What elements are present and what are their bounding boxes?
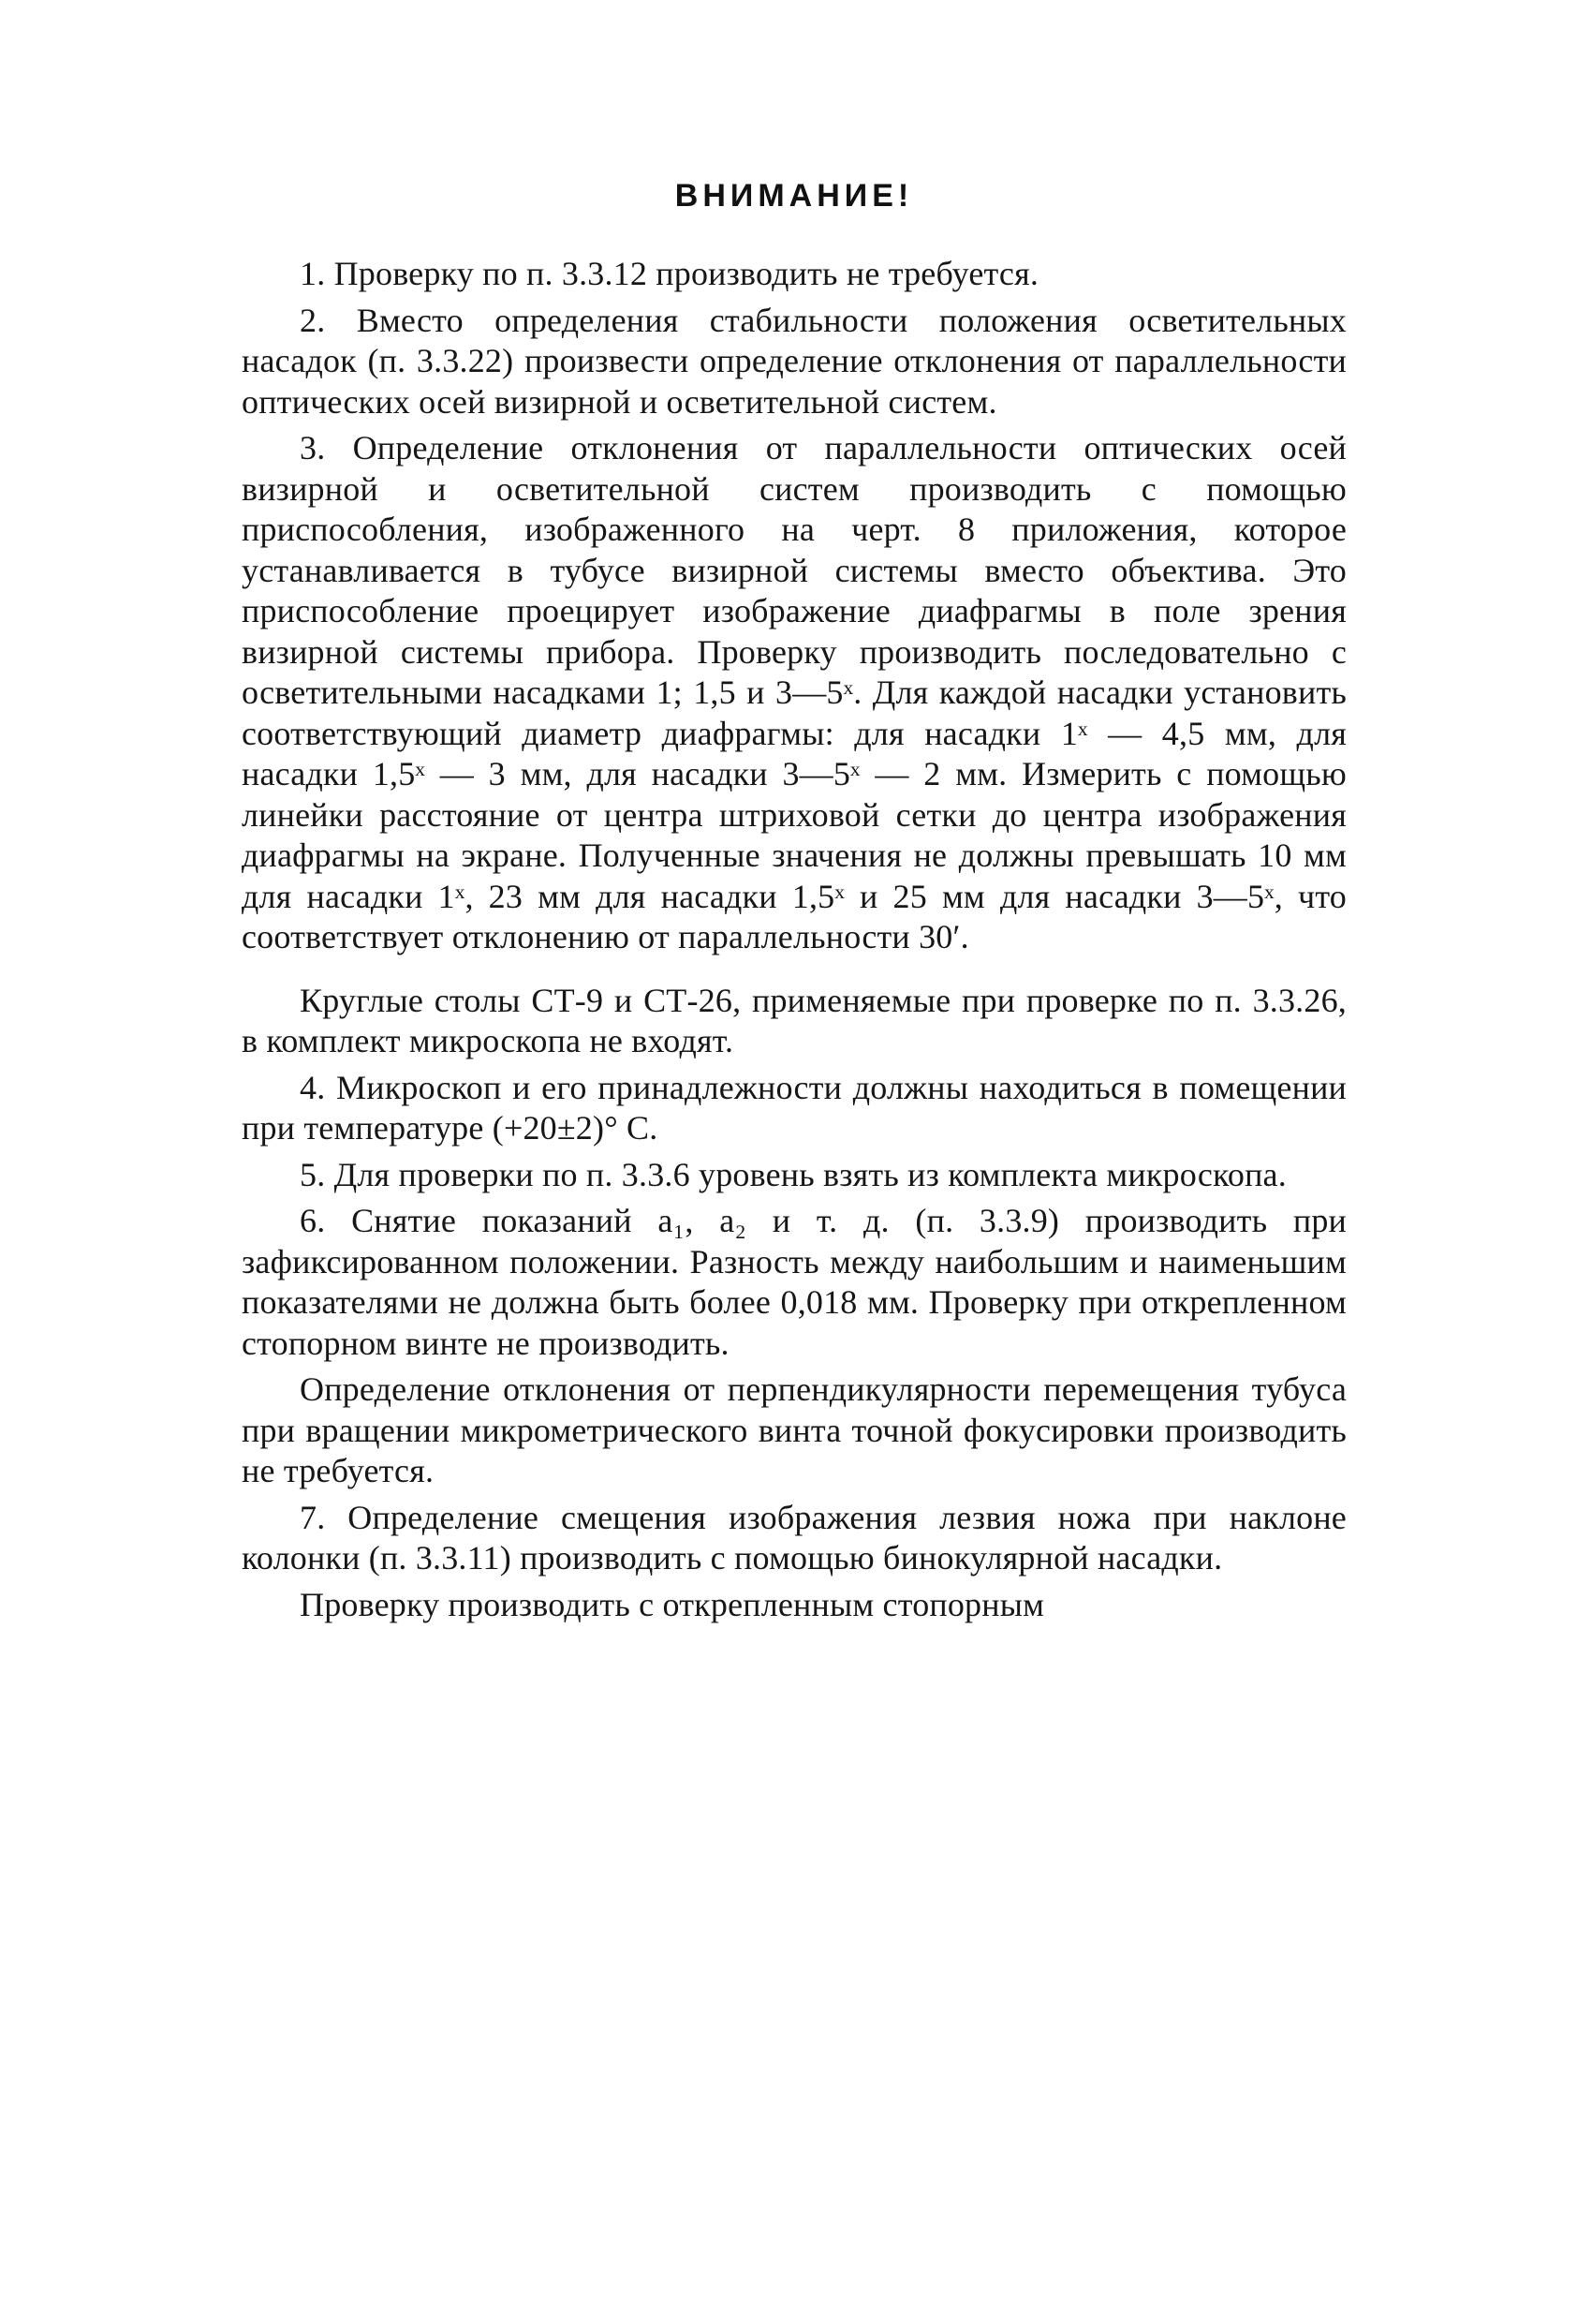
paragraph-3: 3. Определение отклонения от параллельности оптических осей визирной и осветительной систем производить с помощью приспособления, изображенного на черт. 8 приложения, которое устанавливается в тубусе визирной системы вместо объектива. Это приспособление проецирует изображение диафрагмы в поле зрения визирной системы прибора. Проверку производить последовательно с осветительными насадками 1; 1,5 и 3—5ˣ. Для каждой насадки установить соответствующий диаметр диафрагмы: для насадки 1ˣ — 4,5 мм, для насадки 1,5ˣ — 3 мм, для насадки 3—5ˣ — 2 мм. Измерить с помощью линейки расстояние от центра штриховой сетки до центра изображения диафрагмы на экране. Полученные значения не должны превышать 10 мм для насадки 1ˣ, 23 мм для насадки 1,5ˣ и 25 мм для насадки 3—5ˣ, что соответствует отклонению от параллельности 30′. (242, 429, 1347, 955)
paragraph-perpendicularity: Определение отклонения от перпендикулярности перемещения тубуса при вращении микрометрического винта точной фокусировки производить не требуется. (242, 1370, 1347, 1489)
paragraph-round-tables: Круглые столы СТ-9 и СТ-26, применяемые при проверке по п. 3.3.26, в комплект микроскопа не входят. (242, 981, 1347, 1059)
paragraph-4: 4. Микроскоп и его принадлежности должны находиться в помещении при температуре (+20±2)° С. (242, 1068, 1347, 1147)
paragraph-2: 2. Вместо определения стабильности положения осветительных насадок (п. 3.3.22) произвести определение отклонения от параллельности оптических осей визирной и осветительной систем. (242, 301, 1347, 421)
paragraph-7: 7. Определение смещения изображения лезвия ножа при наклоне колонки (п. 3.3.11) производить с помощью бинокулярной насадки. (242, 1498, 1347, 1576)
paragraph-6: 6. Снятие показаний a₁, a₂ и т. д. (п. 3.3.9) производить при зафиксированном положении. Разность между наибольшим и наименьшим показателями не должна быть более 0,018 мм. Проверку при открепленном стопорном винте не производить. (242, 1202, 1347, 1362)
document-page (242, 178, 1347, 1631)
page-title: ВНИМАНИЕ! (674, 178, 914, 214)
paragraph-final: Проверку производить с открепленным стопорным (300, 1585, 1045, 1623)
paragraph-1: 1. Проверку по п. 3.3.12 производить не требуется. (300, 255, 1039, 292)
paragraph-5: 5. Для проверки по п. 3.3.6 уровень взять из комплекта микроскопа. (300, 1155, 1287, 1193)
